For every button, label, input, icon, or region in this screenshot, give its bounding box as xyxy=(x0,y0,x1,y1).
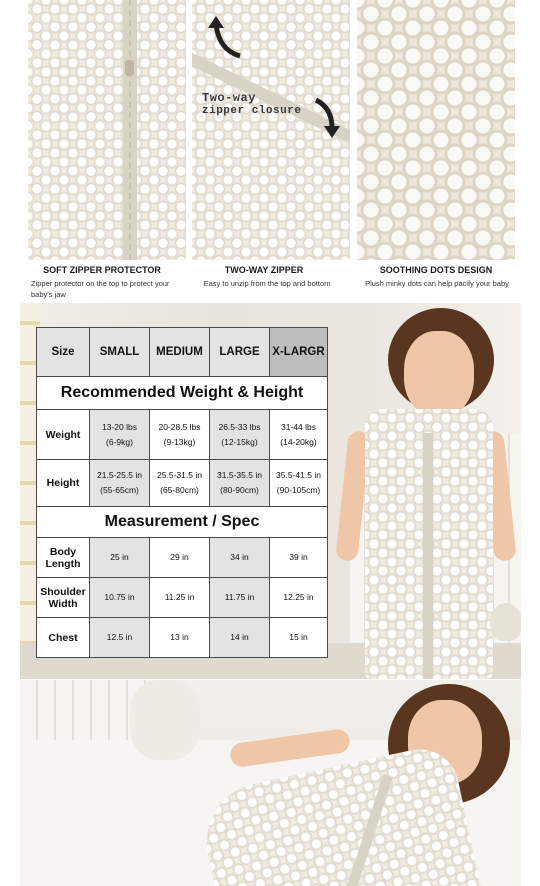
size-medium: MEDIUM xyxy=(150,328,210,377)
chest-xlarge: 15 in xyxy=(270,618,328,658)
height-xlarge-in: 35.5-41.5 in xyxy=(276,470,321,480)
weight-medium-kg: (9-13kg) xyxy=(163,436,196,447)
weight-large xyxy=(210,410,270,460)
weight-small-kg: (6-9kg) xyxy=(106,436,133,447)
shoulder-width-label-line1: Shoulder xyxy=(40,585,86,598)
weight-large-lbs: 26.5-33 lbs xyxy=(218,421,261,432)
height-medium-in: 25.5-31.5 in xyxy=(157,470,202,480)
height-large-in: 31.5-35.5 in xyxy=(217,470,262,480)
shoulder-width-xlarge: 12.25 in xyxy=(270,578,328,618)
chest-row xyxy=(37,618,328,658)
size-header-row xyxy=(37,328,328,377)
size-chart-table xyxy=(36,327,328,658)
section-row-measurement xyxy=(37,507,328,538)
chest-small: 12.5 in xyxy=(90,618,150,658)
photo-soft-zipper-protector xyxy=(28,0,186,260)
weight-small-lbs: 13-20 lbs xyxy=(102,421,137,432)
body-length-xlarge: 39 in xyxy=(270,538,328,578)
size-large: LARGE xyxy=(210,328,270,377)
caption-title-2: TWO-WAY ZIPPER xyxy=(224,265,304,275)
shoulder-width-small: 10.75 in xyxy=(90,578,150,618)
caption-title-3: SOOTHING DOTS DESIGN xyxy=(379,265,493,275)
teddy-bear-toy xyxy=(490,603,521,641)
arrow-up-left-icon xyxy=(206,16,246,60)
caption-desc-3: Plush minky dots can help pacify your baby xyxy=(365,279,509,288)
body-length-label xyxy=(37,538,90,578)
shoulder-width-label-line2: Width xyxy=(48,597,78,610)
weight-medium xyxy=(150,410,210,460)
weight-xlarge xyxy=(270,410,328,460)
weight-label: Weight xyxy=(37,410,90,460)
zipper-teeth xyxy=(129,0,131,260)
height-small xyxy=(90,460,150,507)
weight-medium-lbs: 20-28.5 lbs xyxy=(158,421,201,432)
zipper-pull xyxy=(125,60,134,76)
caption-desc-1: Zipper protector on the top to protect your baby's jaw xyxy=(31,279,170,299)
section-title-weight-height: Recommended Weight & Height xyxy=(37,377,328,410)
body-length-small: 25 in xyxy=(90,538,150,578)
height-xlarge-cm: (90-105cm) xyxy=(276,485,321,495)
bunny-toy xyxy=(130,680,200,760)
section-title-measurement: Measurement / Spec xyxy=(37,507,328,538)
weight-xlarge-kg: (14-20kg) xyxy=(280,436,317,447)
height-small-cm: (55-65cm) xyxy=(100,485,139,495)
photo-two-way-zipper xyxy=(192,0,350,260)
caption-title-1: SOFT ZIPPER PROTECTOR xyxy=(43,265,161,275)
height-small-in: 21.5-25.5 in xyxy=(97,470,142,480)
size-small: SMALL xyxy=(90,328,150,377)
weight-xlarge-lbs: 31-44 lbs xyxy=(281,421,316,432)
height-label: Height xyxy=(37,460,90,507)
height-large xyxy=(210,460,270,507)
weight-row xyxy=(37,410,328,460)
photo-soothing-dots xyxy=(357,0,515,260)
shoulder-width-medium: 11.25 in xyxy=(150,578,210,618)
shoulder-width-row xyxy=(37,578,328,618)
toddler-face xyxy=(404,331,474,417)
shoulder-width-label xyxy=(37,578,90,618)
weight-small xyxy=(90,410,150,460)
body-length-label-line1: Body xyxy=(49,545,77,558)
overlay-caption xyxy=(202,92,301,118)
sleep-sack-standing xyxy=(365,409,493,679)
zipper-tape xyxy=(337,774,393,886)
size-label: Size xyxy=(37,328,90,377)
body-length-label-line2: Length xyxy=(45,557,81,570)
overlay-line-2: zipper closure xyxy=(202,105,302,117)
body-length-large: 34 in xyxy=(210,538,270,578)
overlay-line-1: Two-way xyxy=(202,91,256,105)
height-large-cm: (80-90cm) xyxy=(220,485,259,495)
arrow-down-right-icon xyxy=(310,98,346,138)
body-length-row xyxy=(37,538,328,578)
zipper-tape xyxy=(423,433,433,679)
section-row-weight-height xyxy=(37,377,328,410)
height-row xyxy=(37,460,328,507)
chest-label: Chest xyxy=(37,618,90,658)
height-medium xyxy=(150,460,210,507)
chest-large: 14 in xyxy=(210,618,270,658)
shoulder-width-large: 11.75 in xyxy=(210,578,270,618)
height-medium-cm: (65-80cm) xyxy=(160,485,199,495)
chest-medium: 13 in xyxy=(150,618,210,658)
weight-large-kg: (12-15kg) xyxy=(221,436,258,447)
height-xlarge xyxy=(270,460,328,507)
body-length-medium: 29 in xyxy=(150,538,210,578)
caption-desc-2: Easy to unzip from the top and bottom xyxy=(203,279,331,288)
size-xlarge: X-LARGR xyxy=(270,328,328,377)
photo-lying-toddler xyxy=(20,680,521,886)
